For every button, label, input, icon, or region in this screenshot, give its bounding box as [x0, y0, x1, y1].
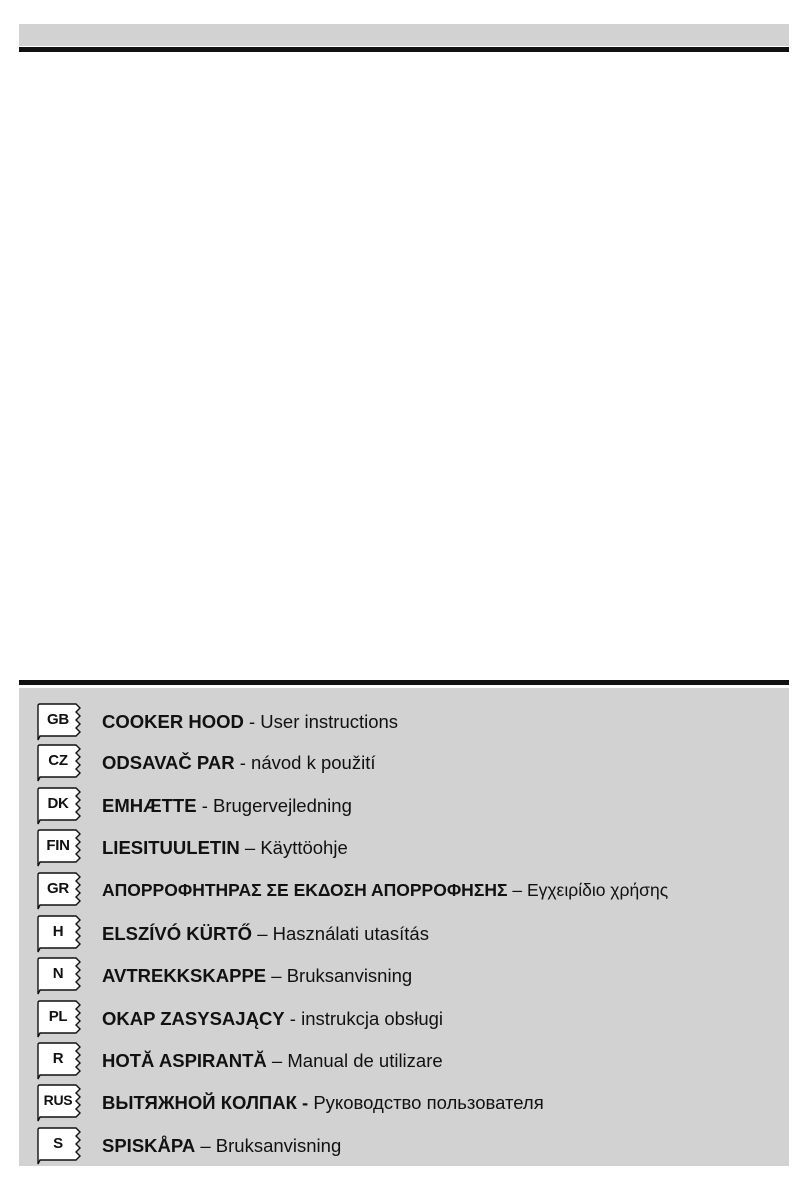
language-code: R: [52, 1050, 64, 1067]
language-code: RUS: [43, 1092, 73, 1108]
language-row-gr: [36, 871, 786, 911]
manual-name: Bruksanvisning: [286, 965, 413, 986]
language-line: [102, 965, 412, 987]
manual-name: Manual de utilizare: [287, 1050, 443, 1071]
language-tab-n: [36, 956, 84, 996]
manual-name: instrukcja obsługi: [301, 1008, 444, 1029]
manual-name: Εγχειρίδιο χρήσης: [526, 880, 669, 900]
product-title: AVTREKKSKAPPE: [102, 965, 267, 986]
product-title: ΑΠΟΡΡΟΦΗΤΗΡΑΣ ΣΕ ΕΚΔΟΣΗ ΑΠΟΡΡΟΦΗΣΗΣ: [102, 880, 508, 900]
manual-name: Руководство пользователя: [313, 1092, 544, 1113]
top-rule: [19, 47, 789, 52]
manual-name: User instructions: [260, 711, 399, 732]
top-gray-band: [19, 24, 789, 46]
language-tab-gr: [36, 871, 84, 911]
language-row-dk: [36, 786, 786, 826]
product-title: HOTĂ ASPIRANTĂ: [102, 1050, 267, 1071]
language-tab-rus: [36, 1083, 84, 1123]
language-tab-dk: [36, 786, 84, 826]
separator: –: [239, 837, 261, 858]
language-row-rus: [36, 1083, 786, 1123]
language-line: [102, 1135, 341, 1157]
product-title: SPISKÅPA: [102, 1135, 196, 1156]
language-code: CZ: [48, 752, 68, 769]
product-title: OKAP ZASYSAJĄCY: [102, 1008, 285, 1029]
language-line: [102, 1092, 544, 1114]
separator: -: [243, 711, 261, 732]
language-line: [102, 1008, 443, 1030]
language-line: [102, 1050, 443, 1072]
separator: –: [507, 880, 527, 900]
separator: –: [266, 1050, 288, 1071]
language-line: [102, 711, 398, 733]
separator: –: [252, 923, 273, 944]
language-tab-h: [36, 914, 84, 954]
language-tab-r: [36, 1041, 84, 1081]
language-row-fin: [36, 828, 786, 868]
language-tab-pl: [36, 999, 84, 1039]
language-line: [102, 923, 429, 945]
product-title: LIESITUULETIN: [102, 837, 240, 858]
product-title: ELSZÍVÓ KÜRTŐ: [102, 923, 253, 944]
language-panel: [19, 688, 789, 1166]
language-row-cz: [36, 743, 786, 783]
product-title: ODSAVAČ PAR: [102, 752, 235, 773]
manual-name: Használati utasítás: [272, 923, 429, 944]
separator: –: [195, 1135, 216, 1156]
separator: -: [296, 1092, 314, 1113]
language-code: FIN: [46, 837, 70, 854]
language-code: DK: [47, 795, 69, 812]
language-row-h: [36, 914, 786, 954]
language-tab-s: [36, 1126, 84, 1166]
language-line: [102, 752, 376, 774]
language-line: [102, 837, 348, 859]
manual-name: Brugervejledning: [213, 795, 352, 816]
panel-top-rule: [19, 680, 789, 685]
separator: -: [196, 795, 214, 816]
product-title: COOKER HOOD: [102, 711, 244, 732]
language-row-s: [36, 1126, 786, 1166]
manual-name: návod k použití: [251, 752, 376, 773]
manual-name: Käyttöohje: [260, 837, 348, 858]
language-row-pl: [36, 999, 786, 1039]
language-row-r: [36, 1041, 786, 1081]
language-code: PL: [48, 1008, 68, 1025]
language-code: GB: [47, 711, 69, 728]
language-code: H: [52, 923, 64, 940]
separator: –: [266, 965, 287, 986]
language-row-gb: [36, 702, 786, 742]
language-code: S: [53, 1135, 63, 1152]
language-code: GR: [47, 880, 69, 897]
product-title: EMHÆTTE: [102, 795, 197, 816]
language-tab-gb: [36, 702, 84, 742]
separator: -: [284, 1008, 302, 1029]
language-tab-fin: [36, 828, 84, 868]
language-line: [102, 880, 668, 901]
product-title: ВЫТЯЖНОЙ КОЛПАК: [102, 1092, 297, 1113]
language-line: [102, 795, 352, 817]
separator: -: [234, 752, 252, 773]
language-row-n: [36, 956, 786, 996]
manual-name: Bruksanvisning: [215, 1135, 342, 1156]
language-tab-cz: [36, 743, 84, 783]
language-code: N: [52, 965, 64, 982]
